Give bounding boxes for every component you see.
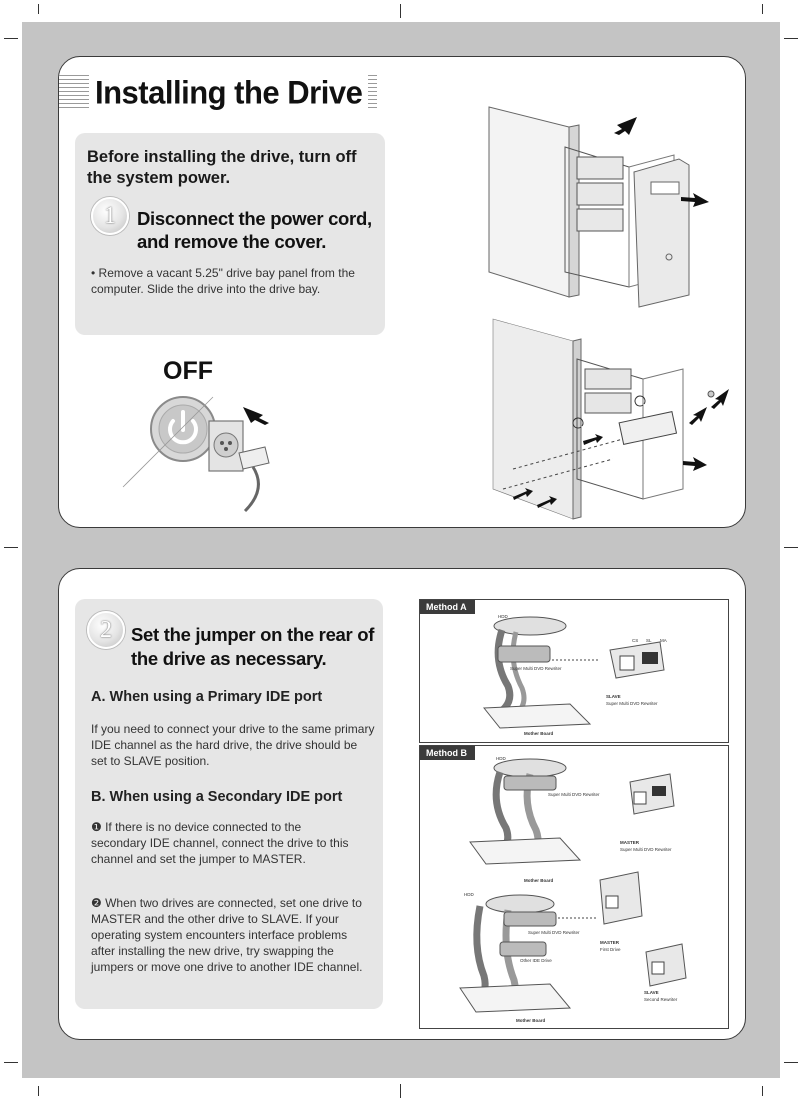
- method-b-master-sub: Super Multi DVD Rewriter: [620, 847, 672, 852]
- method-a-board: Mother Board: [524, 731, 554, 736]
- method-b-hdd2: HDD: [464, 892, 474, 897]
- method-a-label: Method A: [420, 600, 475, 614]
- method-a-slave: SLAVE: [606, 694, 621, 699]
- pc-case-insert-drive-illustration: [493, 319, 733, 519]
- method-b-master2-sub: First Drive: [600, 947, 621, 952]
- method-b-drive: Super Multi DVD Rewriter: [548, 792, 600, 797]
- primary-ide-text: If you need to connect your drive to the same primary IDE channel as the hard drive, the drive should be set to SLAVE position.: [91, 722, 375, 768]
- step1-heading-line2: and remove the cover.: [137, 231, 327, 252]
- method-b-master: MASTER: [620, 840, 639, 845]
- method-b-label: Method B: [420, 746, 475, 760]
- crop-mark: [38, 1086, 39, 1096]
- method-a-diagram: [419, 599, 729, 743]
- crop-mark: [400, 1084, 401, 1098]
- secondary-ide-heading: B. When using a Secondary IDE port: [91, 789, 343, 805]
- method-a-drive: Super Multi DVD Rewriter: [510, 666, 562, 671]
- secondary-ide-item2: ❷ When two drives are connected, set one drive to MASTER and the other drive to SLAVE. If your operating system encounters interface problems after installing the new drive, try swapping the jumpers or move one drive to another IDE channel.: [91, 896, 363, 974]
- method-a-illustration: [420, 600, 728, 742]
- crop-mark: [762, 4, 763, 14]
- step2-box: [75, 599, 383, 1009]
- off-label: OFF: [163, 357, 213, 385]
- section-title: [59, 75, 377, 111]
- step1-heading-line1: Disconnect the power cord,: [137, 208, 372, 229]
- crop-mark: [4, 1062, 18, 1063]
- method-a-jumper-ma: MA: [660, 638, 667, 643]
- step1-bullet: • Remove a vacant 5.25" drive bay panel from the computer. Slide the drive into the drive bay.: [91, 266, 355, 296]
- method-a-hdd: HDD: [498, 614, 508, 619]
- step1-number-icon: 1: [91, 197, 129, 235]
- method-a-slave-sub: Super Multi DVD Rewriter: [606, 701, 658, 706]
- crop-mark: [4, 38, 18, 39]
- method-a-jumper-cs: CS: [632, 638, 639, 643]
- step2-number-icon: 2: [87, 611, 125, 649]
- crop-mark: [38, 4, 39, 14]
- step1-box: [75, 133, 385, 335]
- secondary-ide-item1: ❶ If there is no device connected to the secondary IDE channel, connect the drive to this channel and set the jumper to MASTER.: [91, 820, 349, 866]
- method-b-other: Other IDE Drive: [520, 958, 552, 963]
- installing-drive-panel: [58, 56, 746, 528]
- pc-case-remove-cover-illustration: [479, 97, 719, 307]
- method-b-illustration: [420, 746, 728, 1028]
- method-b-slave2: SLAVE: [644, 990, 659, 995]
- power-off-illustration: [143, 387, 303, 517]
- method-b-master2: MASTER: [600, 940, 619, 945]
- section-title-text: Installing the Drive: [89, 74, 368, 112]
- jumper-settings-panel: [58, 568, 746, 1040]
- crop-mark: [784, 547, 798, 548]
- crop-mark: [400, 4, 401, 18]
- method-b-board: Mother Board: [524, 878, 554, 883]
- step2-heading-line2: the drive as necessary.: [131, 648, 327, 669]
- method-b-diagram: [419, 745, 729, 1029]
- method-b-drive2: Super Multi DVD Rewriter: [528, 930, 580, 935]
- step2-heading-line1: Set the jumper on the rear of: [131, 624, 375, 645]
- crop-mark: [762, 1086, 763, 1096]
- intro-text: Before installing the drive, turn off the system power.: [87, 148, 357, 187]
- crop-mark: [4, 547, 18, 548]
- method-b-hdd: HDD: [496, 756, 506, 761]
- method-b-board2: Mother Board: [516, 1018, 546, 1023]
- method-a-jumper-sl: SL: [646, 638, 652, 643]
- crop-mark: [784, 1062, 798, 1063]
- method-b-slave2-sub: Second Rewriter: [644, 997, 678, 1002]
- primary-ide-heading: A. When using a Primary IDE port: [91, 689, 323, 705]
- crop-mark: [784, 38, 798, 39]
